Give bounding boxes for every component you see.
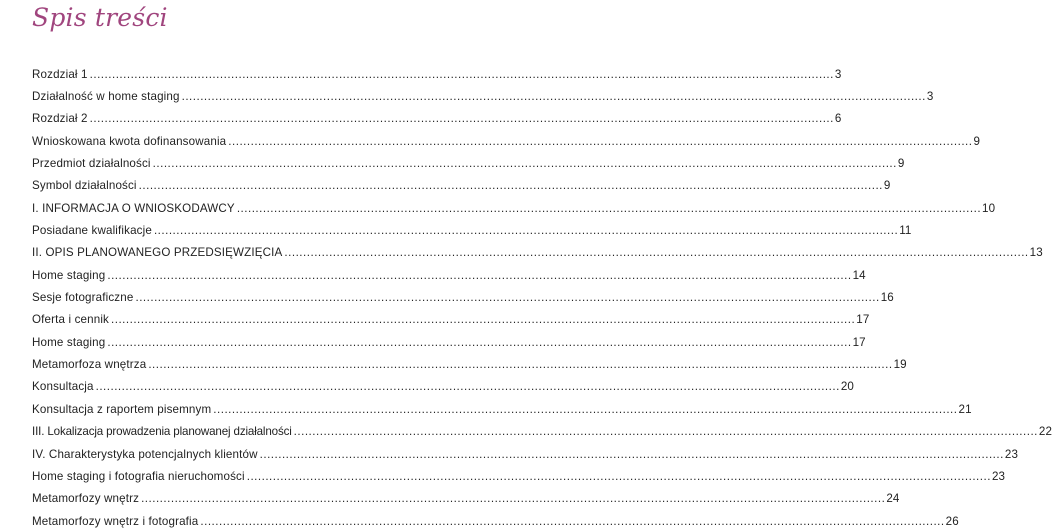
- toc-entry[interactable]: [32, 353, 907, 375]
- toc-entry-label: Oferta i cennik: [32, 313, 109, 327]
- toc-entry-page-number: 11: [899, 224, 912, 238]
- toc-entry[interactable]: [32, 197, 996, 219]
- toc-entry-label: II. OPIS PLANOWANEGO PRZEDSIĘWZIĘCIA: [32, 246, 283, 260]
- toc-entry-page-number: 3: [834, 67, 842, 81]
- toc-entry-label: Home staging: [32, 268, 106, 282]
- toc-entry-label: Działalność w home staging: [32, 90, 180, 104]
- toc-entry[interactable]: [32, 63, 842, 85]
- dot-leader: ........................................................................................................................................................................................................: [152, 157, 897, 171]
- toc-entry-page-number: 9: [973, 134, 981, 148]
- toc-entry-label: Metamorfoza wnętrza: [32, 358, 147, 372]
- dot-leader: ........................................................................................................................................................................................................: [138, 179, 883, 193]
- toc-entry-page-number: 26: [945, 514, 959, 528]
- toc-entry[interactable]: [32, 108, 842, 130]
- toc-entry-page-number: 16: [880, 291, 894, 305]
- toc-entry-label: Wnioskowana kwota dofinansowania: [32, 134, 227, 148]
- dot-leader: ........................................................................................................................................................................................................: [153, 224, 899, 238]
- dot-leader: ........................................................................................................................................................................................................: [236, 201, 982, 215]
- toc-entry[interactable]: [32, 421, 1052, 443]
- toc-entry[interactable]: [32, 309, 870, 331]
- toc-entry-label: Posiadane kwalifikacje: [32, 224, 152, 238]
- toc-entry[interactable]: [32, 219, 912, 241]
- toc-entry-label: Rozdział 1: [32, 67, 88, 81]
- toc-entry-page-number: 21: [958, 402, 972, 416]
- toc-entry-label: Rozdział 2: [32, 112, 88, 126]
- table-of-contents: [32, 63, 1052, 532]
- toc-entry-page-number: 3: [926, 90, 934, 104]
- toc-entry-page-number: 17: [852, 335, 866, 349]
- toc-entry-label: Home staging: [32, 335, 106, 349]
- page-title: Spis treści: [32, 3, 168, 32]
- dot-leader: ........................................................................................................................................................................................................: [111, 313, 856, 327]
- toc-entry-label: III. Lokalizacja prowadzenia planowanej działalności: [32, 425, 292, 439]
- toc-entry-page-number: 19: [893, 358, 907, 372]
- toc-entry-label: Konsultacja z raportem pisemnym: [32, 402, 212, 416]
- toc-entry[interactable]: [32, 510, 959, 532]
- toc-entry-page-number: 13: [1029, 246, 1043, 260]
- toc-entry[interactable]: [32, 286, 894, 308]
- toc-entry-page-number: 9: [897, 157, 905, 171]
- dot-leader: ........................................................................................................................................................................................................: [284, 246, 1029, 260]
- toc-entry[interactable]: [32, 152, 905, 174]
- toc-entry[interactable]: [32, 443, 1019, 465]
- toc-entry-label: Przedmiot działalności: [32, 157, 151, 171]
- toc-entry-page-number: 17: [856, 313, 870, 327]
- dot-leader: ........................................................................................................................................................................................................: [107, 335, 852, 349]
- dot-leader: ........................................................................................................................................................................................................: [228, 134, 973, 148]
- toc-entry-label: Home staging i fotografia nieruchomości: [32, 469, 245, 483]
- toc-entry[interactable]: [32, 130, 981, 152]
- toc-entry[interactable]: [32, 376, 855, 398]
- dot-leader: ........................................................................................................................................................................................................: [181, 90, 926, 104]
- dot-leader: ........................................................................................................................................................................................................: [293, 425, 1038, 439]
- toc-entry-label: I. INFORMACJA O WNIOSKODAWCY: [32, 201, 235, 215]
- toc-entry-page-number: 23: [1004, 447, 1019, 461]
- toc-entry-label: Metamorfozy wnętrz: [32, 492, 140, 506]
- toc-entry[interactable]: [32, 264, 866, 286]
- dot-leader: ........................................................................................................................................................................................................: [148, 358, 893, 372]
- toc-entry-label: Konsultacja: [32, 380, 94, 394]
- toc-entry-page-number: 23: [991, 469, 1006, 483]
- toc-entry-page-number: 14: [852, 268, 866, 282]
- toc-entry-label: Sesje fotograficzne: [32, 291, 134, 305]
- dot-leader: ........................................................................................................................................................................................................: [89, 67, 834, 81]
- dot-leader: ........................................................................................................................................................................................................: [107, 268, 852, 282]
- toc-entry-page-number: 10: [982, 201, 996, 215]
- toc-entry[interactable]: [32, 465, 1006, 487]
- toc-entry-page-number: 6: [834, 112, 842, 126]
- dot-leader: ........................................................................................................................................................................................................: [259, 447, 1004, 461]
- dot-leader: ........................................................................................................................................................................................................: [89, 112, 834, 126]
- toc-entry-page-number: 20: [840, 380, 855, 394]
- toc-entry-label: Symbol działalności: [32, 179, 137, 193]
- toc-entry[interactable]: [32, 175, 891, 197]
- toc-entry-label: IV. Charakterystyka potencjalnych klientów: [32, 447, 258, 461]
- dot-leader: ........................................................................................................................................................................................................: [95, 380, 840, 394]
- toc-entry[interactable]: [32, 242, 1043, 264]
- dot-leader: ........................................................................................................................................................................................................: [246, 469, 991, 483]
- toc-entry-page-number: 9: [883, 179, 891, 193]
- toc-entry-label: Metamorfozy wnętrz i fotografia: [32, 514, 199, 528]
- toc-entry[interactable]: [32, 488, 900, 510]
- dot-leader: ........................................................................................................................................................................................................: [135, 291, 880, 305]
- dot-leader: ........................................................................................................................................................................................................: [213, 402, 958, 416]
- toc-entry[interactable]: [32, 85, 934, 107]
- toc-entry-page-number: 22: [1038, 425, 1052, 439]
- toc-entry[interactable]: [32, 331, 866, 353]
- toc-entry[interactable]: [32, 398, 972, 420]
- toc-entry-page-number: 24: [886, 492, 900, 506]
- dot-leader: ........................................................................................................................................................................................................: [200, 514, 945, 528]
- dot-leader: ........................................................................................................................................................................................................: [141, 492, 886, 506]
